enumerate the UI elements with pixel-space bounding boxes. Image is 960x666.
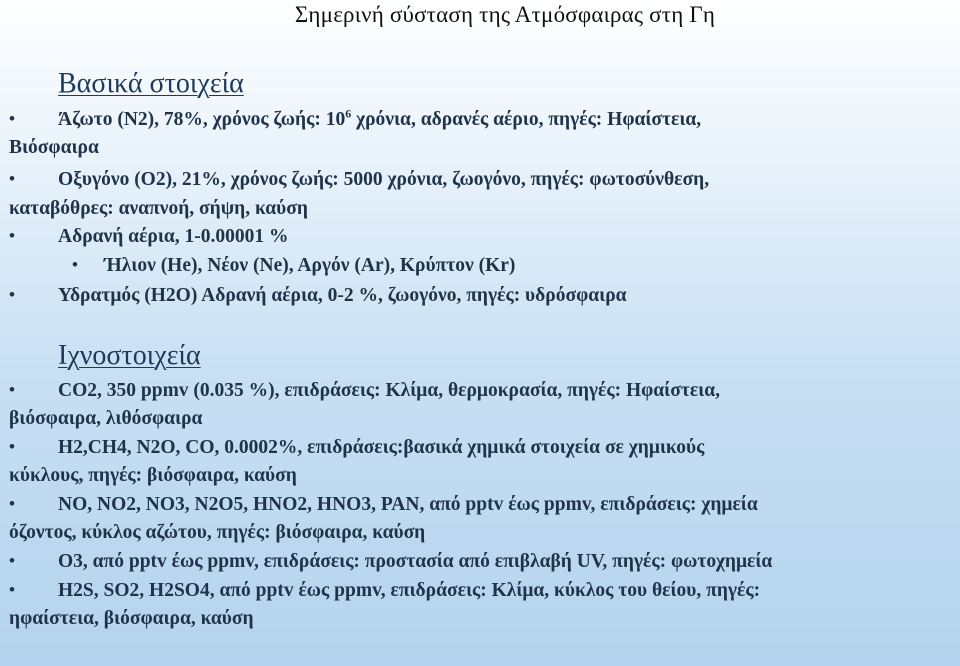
item-text: O3, από pptv έως ppmv, επιδράσεις: προστασία από επιβλαβή UV, πηγές: φωτοχημεία — [58, 551, 773, 572]
bullet-icon: • — [9, 285, 15, 304]
bullet-icon: • — [9, 580, 15, 599]
bullet-icon: • — [9, 494, 15, 513]
item-text: Ήλιον (He), Νέον (Ne), Αργόν (Ar), Κρύπτον (Kr) — [104, 255, 516, 276]
item-text: CO2, 350 ppmv (0.035 %), επιδράσεις: Κλίμα, θερμοκρασία, πηγές: Ηφαίστεια, — [58, 380, 720, 401]
item-text: καταβόθρες: αναπνοή, σήψη, καύση — [9, 198, 308, 219]
item-text: Άζωτο (N2), 78%, χρόνος ζωής: 10 — [58, 109, 346, 130]
item-text: H2,CH4, N2O, CO, 0.0002%, επιδράσεις:βασικά χημικά στοιχεία σε χημικούς — [58, 437, 705, 458]
item-text: χρόνια, αδρανές αέριο, πηγές: Ηφαίστεια, — [351, 109, 702, 130]
page-title: Σημερινή σύσταση της Ατμόσφαιρας στη Γη — [294, 2, 716, 27]
bullet-icon: • — [9, 226, 15, 245]
item-text: Αδρανή αέρια, 1-0.00001 % — [58, 226, 289, 247]
item-text: H2S, SO2, H2SO4, από pptv έως ppmv, επιδράσεις: Κλίμα, κύκλος του θείου, πηγές: — [58, 580, 761, 601]
item-text: NO, NO2, NO3, N2O5, HNO2, HNO3, PAN, από pptv έως ppmv, επιδράσεις: χημεία — [58, 494, 758, 515]
bullet-icon: • — [9, 437, 15, 456]
bullet-icon: • — [9, 551, 15, 570]
item-text: Βιόσφαιρα — [9, 137, 99, 158]
item-text: βιόσφαιρα, λιθόσφαιρα — [9, 408, 203, 429]
bullet-icon: • — [72, 255, 78, 274]
bullet-icon: • — [9, 109, 15, 128]
item-text: ηφαίστεια, βιόσφαιρα, καύση — [9, 608, 254, 629]
section-heading-trace: Ιχνοστοιχεία — [58, 340, 201, 371]
bullet-icon: • — [9, 169, 15, 188]
item-text: Οξυγόνο (O2), 21%, χρόνος ζωής: 5000 χρόνια, ζωογόνο, πηγές: φωτοσύνθεση, — [58, 169, 710, 190]
item-text: όζοντος, κύκλος αζώτου, πηγές: βιόσφαιρα, καύση — [9, 522, 426, 543]
item-text: κύκλους, πηγές: βιόσφαιρα, καύση — [9, 465, 297, 486]
bullet-icon: • — [9, 380, 15, 399]
section-heading-basic: Βασικά στοιχεία — [58, 68, 244, 99]
item-text: Υδρατμός (H2O) Αδρανή αέρια, 0-2 %, ζωογόνο, πηγές: υδρόσφαιρα — [58, 285, 627, 306]
item-superscript: 6 — [345, 106, 352, 121]
